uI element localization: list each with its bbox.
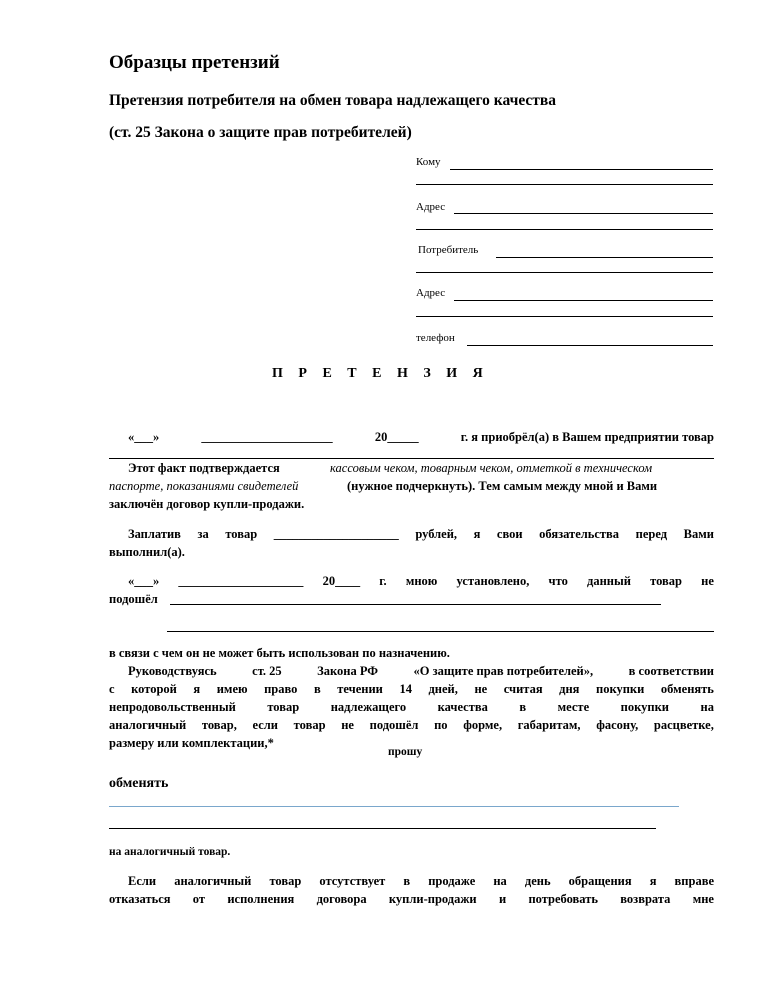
defect-word: данный xyxy=(587,574,631,588)
exchange-line[interactable] xyxy=(109,828,656,829)
address-label-1: Адрес xyxy=(416,201,446,213)
right-word: я xyxy=(193,682,201,696)
purchase-text: г. я приобрёл(а) в Вашем предприятии товар xyxy=(460,430,714,444)
phone-line[interactable] xyxy=(467,345,713,346)
goods-word: качества xyxy=(437,700,488,714)
document-title: Образцы претензий xyxy=(109,52,280,73)
right-line xyxy=(109,682,714,697)
defect-year-blank: 20____ xyxy=(322,574,361,588)
similar-word: габаритам, xyxy=(517,718,581,732)
right-word: 14 xyxy=(399,682,412,696)
goods-word: непродовольственный xyxy=(109,700,236,714)
exchange-blue-line[interactable] xyxy=(109,806,679,807)
purchase-date-blank: «___» xyxy=(128,430,160,444)
payment-word: рублей, xyxy=(415,527,458,541)
similar-line xyxy=(109,718,714,733)
defect-word: мною xyxy=(405,574,438,588)
refuse-line xyxy=(109,892,714,907)
exchange-tail: на аналогичный товар. xyxy=(109,846,231,858)
right-word: которой xyxy=(131,682,177,696)
similar-word: аналогичный xyxy=(109,718,187,732)
right-word: в xyxy=(313,682,321,696)
address-line-1b[interactable] xyxy=(416,229,713,230)
law-reference: (ст. 25 Закона о защите прав потребителей) xyxy=(109,124,412,141)
to-line[interactable] xyxy=(450,169,713,170)
absent-word: я xyxy=(649,874,657,888)
similar-word: подошёл xyxy=(369,718,419,732)
defect-line-2: подошёл xyxy=(109,592,158,606)
goods-word: на xyxy=(700,700,714,714)
right-word: считая xyxy=(503,682,543,696)
claim-title: П Р Е Т Е Н З И Я xyxy=(272,366,489,381)
address-label-2: Адрес xyxy=(416,287,446,299)
payment-word: перед xyxy=(635,527,668,541)
size-line: размеру или комплектации,* xyxy=(109,736,274,750)
defect-line xyxy=(128,574,714,589)
defect-word: установлено, xyxy=(456,574,530,588)
refuse-word: отказаться xyxy=(109,892,171,906)
similar-word: товар xyxy=(293,718,326,732)
fact-bold: Этот факт подтверждается xyxy=(128,461,280,475)
similar-word: не xyxy=(341,718,354,732)
refuse-word: от xyxy=(192,892,206,906)
defect-word: г. xyxy=(379,574,387,588)
refuse-word: купли-продажи xyxy=(388,892,477,906)
defect-underline[interactable] xyxy=(170,604,661,605)
refuse-word: договора xyxy=(316,892,367,906)
right-word: право xyxy=(264,682,298,696)
refuse-word: мне xyxy=(692,892,714,906)
right-word: дней, xyxy=(428,682,458,696)
payment-amount-blank: ____________________ xyxy=(273,527,399,541)
fact-italic-2: паспорте, показаниями свидетелей xyxy=(109,479,299,493)
payment-line xyxy=(128,527,714,542)
document-subtitle: Претензия потребителя на обмен товара надлежащего качества xyxy=(109,92,557,109)
payment-word: товар xyxy=(225,527,258,541)
absent-word: в xyxy=(403,874,411,888)
absent-word: обращения xyxy=(568,874,632,888)
defect-word: что xyxy=(548,574,568,588)
similar-word: расцветке, xyxy=(653,718,714,732)
law-word: «О защите прав потребителей», xyxy=(413,664,594,678)
purchase-underline[interactable] xyxy=(109,458,714,459)
purchase-year-blank: 20_____ xyxy=(374,430,419,444)
law-word: ст. 25 xyxy=(252,664,282,678)
goods-word: покупки xyxy=(620,700,669,714)
fact-italic-1: кассовым чеком, товарным чеком, отметкой в техническом xyxy=(330,461,653,475)
payment-word: Вами xyxy=(683,527,714,541)
payment-word: обязательства xyxy=(539,527,620,541)
right-word: обменять xyxy=(660,682,714,696)
refuse-word: и xyxy=(498,892,507,906)
similar-word: если xyxy=(252,718,278,732)
absent-word: товар xyxy=(269,874,302,888)
refuse-word: потребовать xyxy=(528,892,598,906)
exchange-label: обменять xyxy=(109,776,169,791)
absent-line xyxy=(128,874,714,889)
purchase-line xyxy=(128,430,714,445)
absent-word: аналогичный xyxy=(174,874,252,888)
similar-word: форме, xyxy=(463,718,503,732)
payment-word: свои xyxy=(496,527,523,541)
defect-word: товар xyxy=(650,574,682,588)
payment-word: за xyxy=(197,527,209,541)
address-line-2[interactable] xyxy=(454,300,713,301)
contract-line: заключён договор купли-продажи. xyxy=(109,497,305,511)
defect-date-blank: «___» xyxy=(128,574,160,588)
goods-line xyxy=(109,700,714,715)
defect-word: не xyxy=(701,574,714,588)
absent-word: продаже xyxy=(428,874,476,888)
law-line xyxy=(128,664,714,679)
similar-word: по xyxy=(434,718,448,732)
right-word: покупки xyxy=(596,682,645,696)
goods-word: товар xyxy=(267,700,300,714)
right-word: дня xyxy=(559,682,580,696)
defect-month-blank: ____________________ xyxy=(178,574,304,588)
usage-line: в связи с чем он не может быть использован по назначению. xyxy=(109,646,450,660)
consumer-label: Потребитель xyxy=(418,244,479,256)
payment-line-2: выполнил(а). xyxy=(109,545,185,559)
goods-word: в xyxy=(519,700,527,714)
goods-word: надлежащего xyxy=(330,700,407,714)
consumer-line-2[interactable] xyxy=(416,272,713,273)
similar-word: товар, xyxy=(201,718,237,732)
payment-word: Заплатив xyxy=(128,527,181,541)
purchase-item-blank: _____________________ xyxy=(201,430,333,444)
right-word: не xyxy=(474,682,488,696)
phone-label: телефон xyxy=(416,332,455,344)
goods-word: месте xyxy=(557,700,590,714)
right-word: имею xyxy=(216,682,248,696)
law-word: Руководствуясь xyxy=(128,664,217,678)
law-word: Закона РФ xyxy=(317,664,379,678)
refuse-word: исполнения xyxy=(227,892,295,906)
right-word: течении xyxy=(337,682,383,696)
defect-underline-2[interactable] xyxy=(167,631,714,632)
absent-word: день xyxy=(524,874,551,888)
law-word: в соответствии xyxy=(628,664,714,678)
right-word: с xyxy=(109,682,115,696)
consumer-line[interactable] xyxy=(496,257,713,258)
address-line-2b[interactable] xyxy=(416,316,713,317)
absent-word: на xyxy=(493,874,507,888)
payment-word: я xyxy=(473,527,481,541)
request-word: прошу xyxy=(388,746,423,758)
absent-word: отсутствует xyxy=(319,874,386,888)
to-line-2[interactable] xyxy=(416,184,713,185)
fact-note: (нужное подчеркнуть). Тем самым между мной и Вами xyxy=(347,479,658,493)
absent-word: Если xyxy=(128,874,157,888)
to-label: Кому xyxy=(416,156,441,168)
absent-word: вправе xyxy=(674,874,714,888)
refuse-word: возврата xyxy=(620,892,671,906)
similar-word: фасону, xyxy=(596,718,639,732)
address-line-1[interactable] xyxy=(454,213,713,214)
